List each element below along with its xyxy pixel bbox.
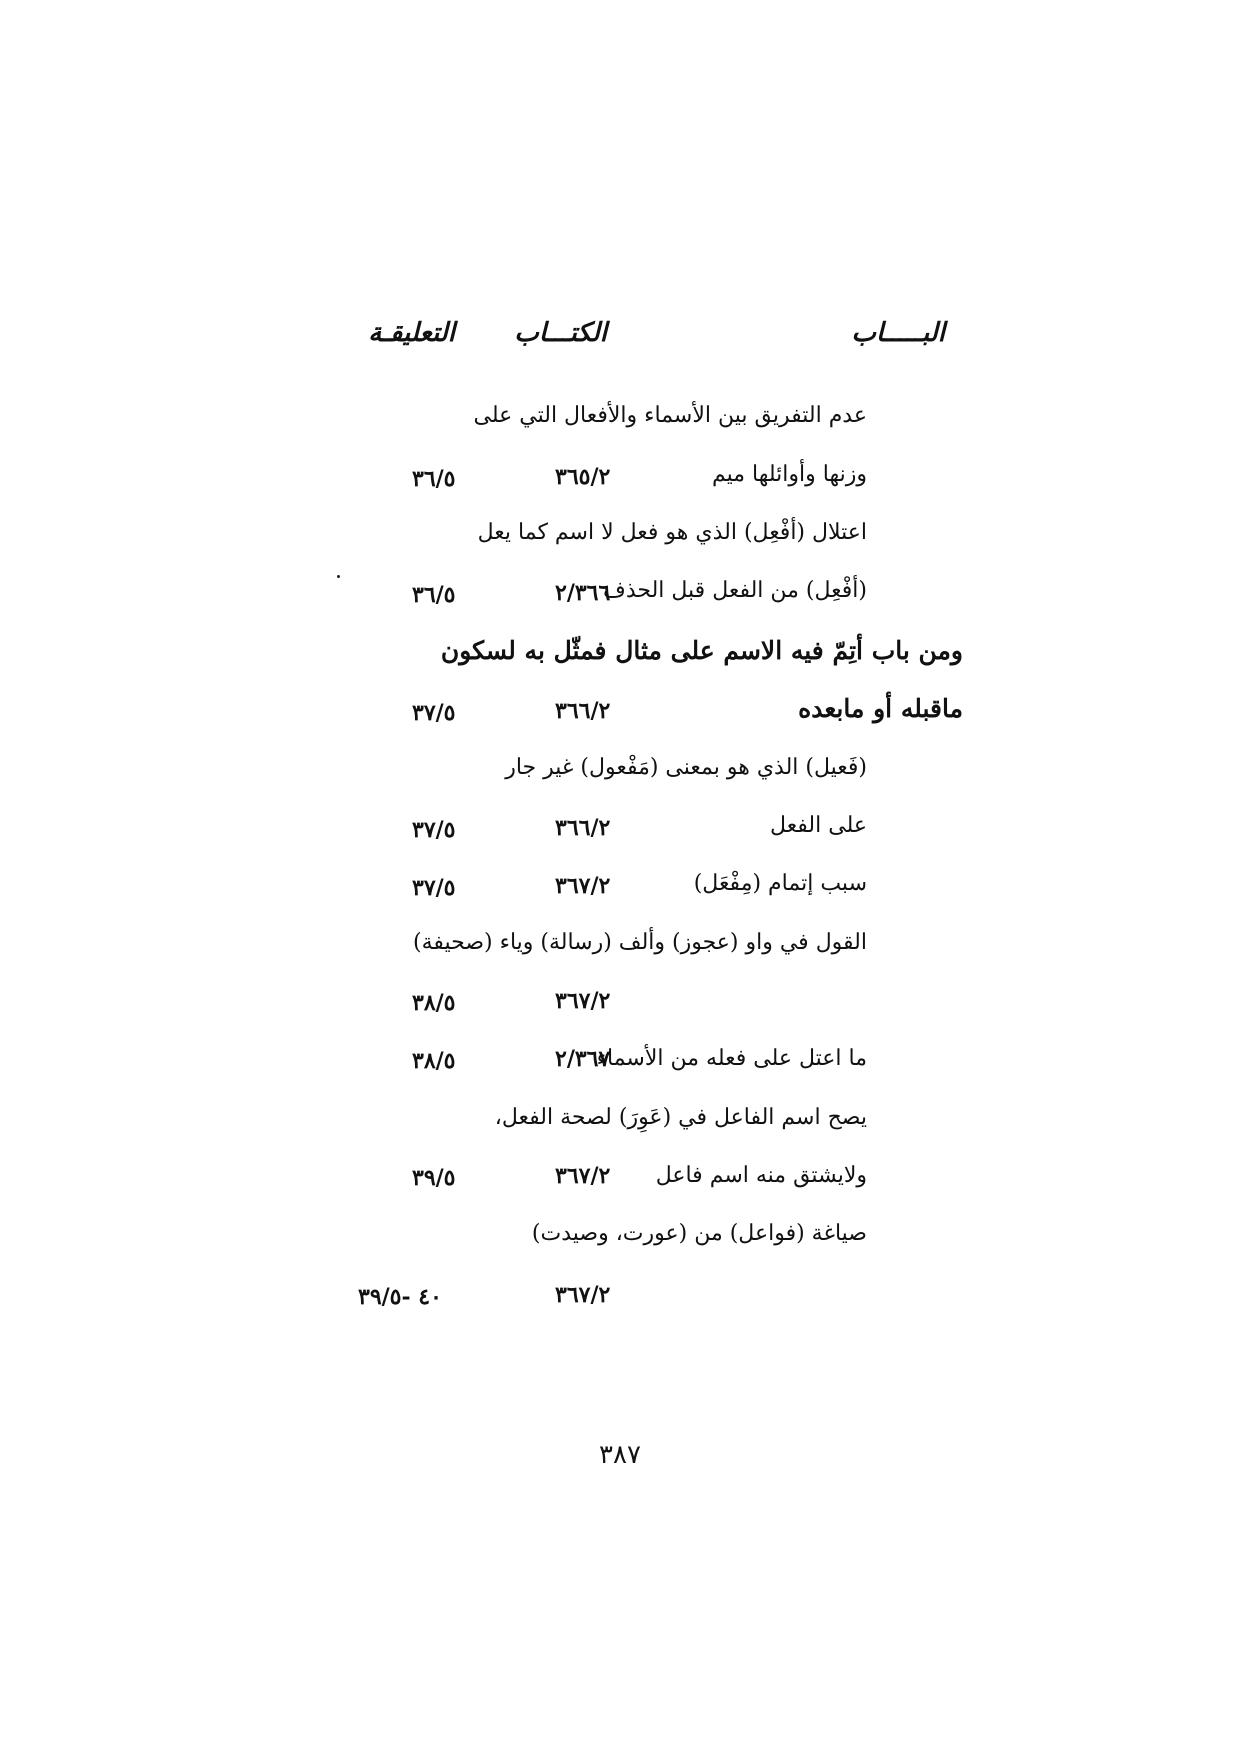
stray-mark (337, 575, 340, 578)
entry-text: عدم التفريق بين الأسماء والأفعال التي على (473, 403, 867, 428)
section-heading: ومن باب أتِمّ فيه الاسم على مثال فمثّل به لسكون (440, 636, 963, 665)
entry-text: وزنها وأوائلها ميم (712, 462, 867, 487)
entry-text: (أفْعِل) من الفعل قبل الحذف (603, 578, 867, 603)
kitab-ref: ٢/٣٦٦ (555, 580, 611, 606)
kitab-ref: ٣٦٦/٢ (555, 698, 611, 724)
kitab-ref: ٣٦٧/٢ (555, 1163, 611, 1189)
kitab-ref: ٣٦٦/٢ (555, 815, 611, 841)
taliqa-ref: ٣٦/٥ (412, 582, 456, 608)
taliqa-ref: ٣٦/٥ (412, 466, 456, 492)
kitab-ref: ٣٦٥/٢ (555, 464, 611, 490)
kitab-ref: ٣٦٧/٢ (555, 988, 611, 1014)
entry-text: يصح اسم الفاعل في (عَوِرَ) لصحة الفعل، (494, 1105, 867, 1130)
taliqa-ref: ٣٨/٥ (412, 990, 456, 1016)
header-kitab: الكتـــاب (514, 318, 607, 348)
header-bab: البـــــاب (851, 318, 945, 348)
page-number: ٣٨٧ (599, 1440, 641, 1470)
taliqa-ref: ٤٠ -٣٩/٥ (358, 1284, 442, 1310)
kitab-ref: ٣٦٧/٢ (555, 1282, 611, 1308)
entry-text: (فَعيل) الذي هو بمعنى (مَفْعول) غير جار (505, 755, 867, 780)
kitab-ref: ٣٦٧/٢ (555, 873, 611, 899)
taliqa-ref: ٣٩/٥ (412, 1165, 456, 1191)
taliqa-ref: ٣٧/٥ (412, 700, 456, 726)
entry-text: على الفعل (770, 813, 867, 838)
taliqa-ref: ٣٧/٥ (412, 817, 456, 843)
taliqa-ref: ٣٧/٥ (412, 875, 456, 901)
entry-text: اعتلال (أفْعِل) الذي هو فعل لا اسم كما يعل (477, 520, 867, 545)
header-taliqa: التعليقـة (368, 318, 455, 348)
entry-text: القول في واو (عجوز) وألف (رسالة) وياء (صحيفة) (413, 930, 867, 955)
kitab-ref: ٢/٣٦٧ (555, 1046, 611, 1072)
taliqa-ref: ٣٨/٥ (412, 1048, 456, 1074)
entry-text: ولايشتق منه اسم فاعل (655, 1163, 867, 1188)
entry-text: سبب إتمام (مِفْعَل) (693, 871, 867, 896)
section-heading: ماقبله أو مابعده (798, 694, 963, 723)
entry-text: صياغة (فواعل) من (عورت، وصيدت) (531, 1221, 867, 1246)
entry-text: ما اعتل على فعله من الأسماء (596, 1046, 867, 1071)
